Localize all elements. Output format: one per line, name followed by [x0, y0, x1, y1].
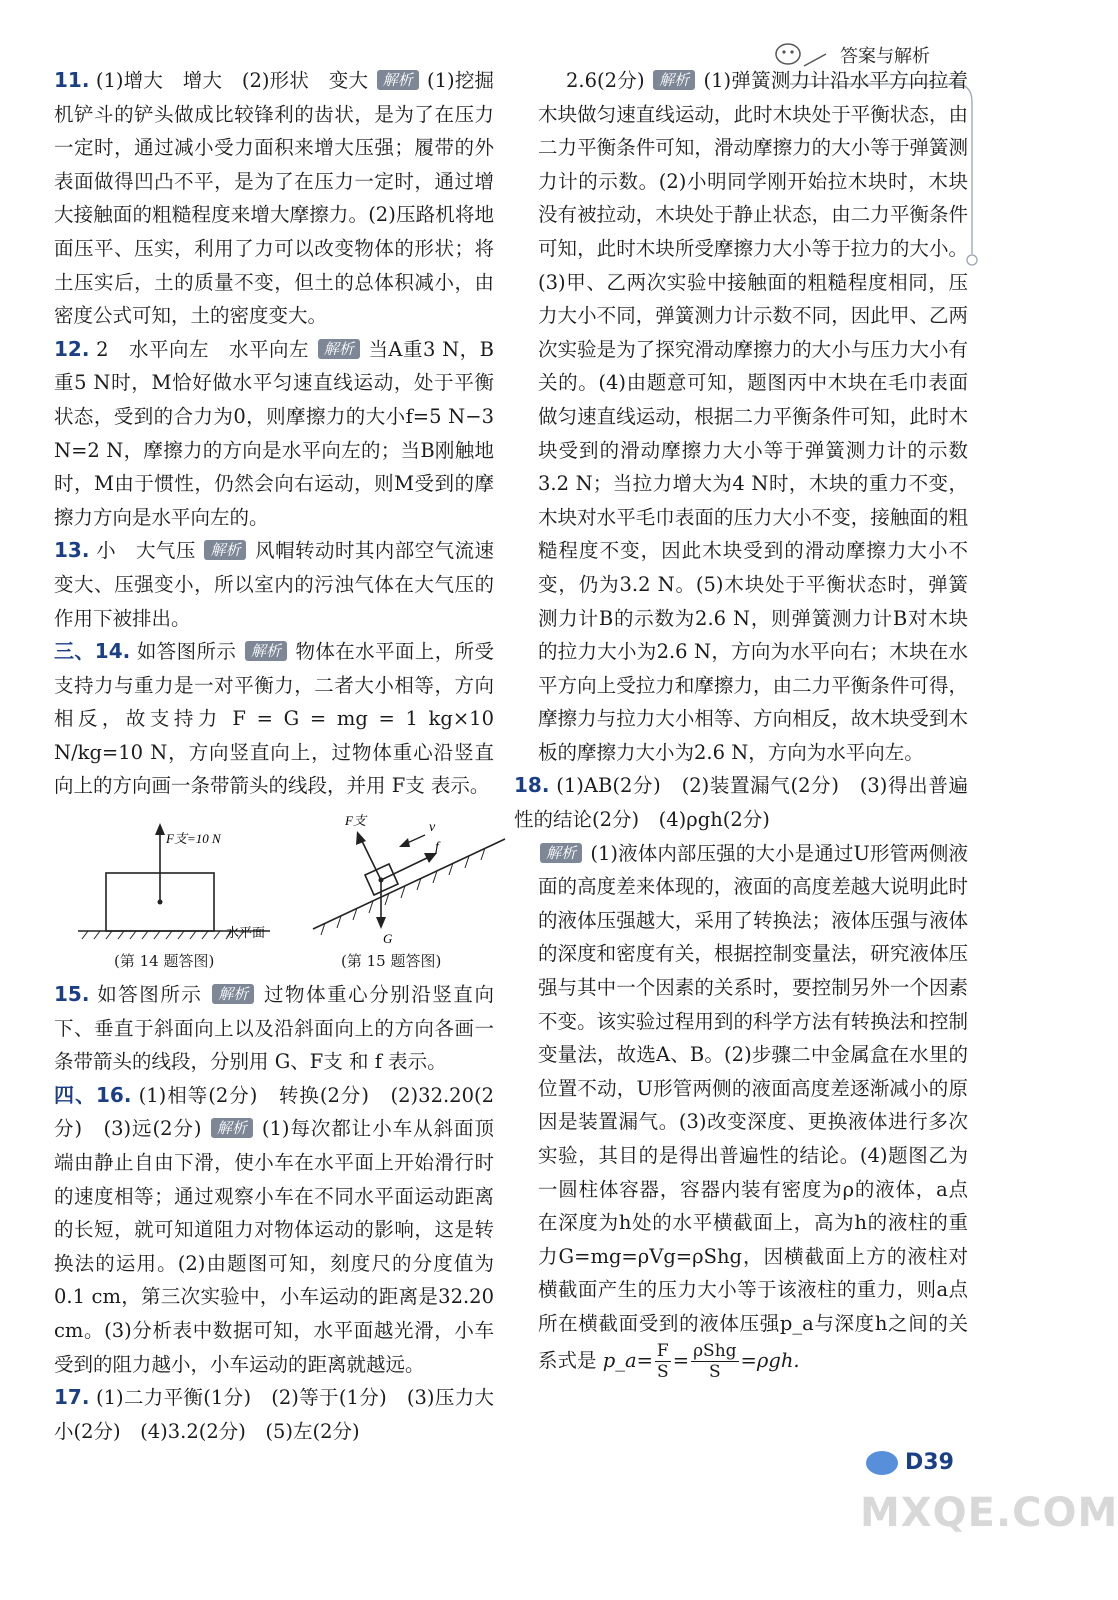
analysis-tag: 解析 — [377, 70, 419, 90]
fraction-denominator: S — [708, 1361, 721, 1382]
analysis-tag: 解析 — [318, 339, 360, 359]
answer-text: (1)AB(2分) (2)装置漏气(2分) (3)得出普遍性的结论(2分) (4)ρgh(2分) — [514, 774, 968, 832]
answer-figures — [54, 803, 494, 978]
fraction-numerator: ρShg — [693, 1340, 737, 1361]
left-column — [54, 64, 494, 1448]
fig14-force-label: F支=10 N — [166, 831, 221, 847]
analysis-tag: 解析 — [540, 843, 582, 863]
answer-15 — [54, 978, 494, 1079]
analysis-text: 过物体重心分别沿竖直向下、垂直于斜面向上以及沿斜面向上的方向各画一条带箭头的线段，分别用 G、F支 和 f 表示。 — [54, 983, 494, 1074]
figure-15 — [309, 801, 509, 951]
answer-11 — [54, 64, 494, 333]
formula-rhs: =ρgh. — [740, 1348, 800, 1372]
analysis-tag: 解析 — [212, 984, 254, 1004]
formula: p_a= $\frac{F}{S}$ = $\frac{\text{ρShg}}{S}$ =ρgh. — [602, 1340, 800, 1382]
formula-lhs: p_a= — [602, 1348, 653, 1372]
analysis-tag: 解析 — [653, 70, 695, 90]
answer-text: 2.6(2分) — [566, 69, 645, 92]
answer-18 — [514, 769, 968, 836]
answer-text: 如答图所示 — [97, 983, 203, 1007]
fig15-G-label: G — [383, 931, 393, 947]
analysis-text: (1)每次都让小车从斜面顶端由静止自由下滑，使小车在水平面上开始滑行时的速度相等；通过观察小车在不同水平面运动距离的长短，就可知道阻力对物体运动的影响，这是转换法的运用。(2)由题图可知，刻度尺的分度值为0.1 cm，第三次实验中，小车运动的距离是32.20 cm。(3)分析表中数据可知，水平面越光滑，小车受到的阻力越小，小车运动的距离就越远。 — [54, 1117, 495, 1376]
question-number: 15. — [54, 982, 90, 1007]
question-number: 16. — [96, 1082, 132, 1107]
answer-text: (1)相等(2分) 转换(2分) (2)32.20(2分) (3)远(2分) — [54, 1083, 495, 1141]
fig15-f-label: f — [435, 840, 439, 856]
answer-text: 2 水平向左 水平向左 — [96, 337, 310, 361]
analysis-text: (1)挖掘机铲斗的铲头做成比较锋利的齿状，是为了在压力一定时，通过减小受力面积来增大压强；履带的外表面做得凹凸不平，是为了在压力一定时，通过增大接触面的粗糙程度来增大摩擦力。(2)压路机将地面压平、压实，利用了力可以改变物体的形状；将土压实后，土的质量不变，但土的总体积减小，由密度公式可知，土的密度变大。 — [54, 69, 495, 328]
analysis-text: 物体在水平面上，所受支持力与重力是一对平衡力，二者大小相等，方向相反，故支持力 F = G = mg = 1 kg×10 N/kg=10 N，方向竖直向上，过物体重心沿竖直向上的方向画一条带箭头的线段，并用 F支 表示。 — [54, 640, 494, 798]
fig15-F-label: F支 — [345, 813, 366, 829]
answer-16 — [54, 1079, 494, 1381]
page-number: D39 — [905, 1450, 954, 1475]
answer-18-analysis — [538, 837, 968, 1382]
analysis-tag: 解析 — [245, 641, 287, 661]
analysis-text: (1)液体内部压强的大小是通过U形管两侧液面的高度差来体现的，液面的高度差越大说明此时的液体压强越大，采用了转换法；液体压强与液体的深度和密度有关，根据控制变量法，研究液体压强与其中一个因素的关系时，要控制另外一个因素不变。该实验过程用到的科学方法有转换法和控制变量法，故选A、B。(2)步骤二中金属盒在水里的位置不动，U形管两侧的液面高度差逐渐减小的原因是装置漏气。(3)改变深度、更换液体进行多次实验，其目的是得出普遍性的结论。(4)题图乙为一圆柱体容器，容器内装有密度为ρ的液体，a点在深度为h处的水平横截面上，高为h的液柱的重力G=mg=ρVg=ρShg，因横截面上方的液柱对横截面产生的压力大小等于该液柱的重力，则a点所在横截面受到的液体压强p_a与深度h之间的关系式是 — [538, 841, 969, 1372]
fraction-f-over-s — [655, 1341, 671, 1382]
figure-15-caption: (第 15 题答图) — [341, 952, 442, 971]
answer-text: (1)二力平衡(1分) (2)等于(1分) (3)压力大小(2分) (4)3.2(2分) (5)左(2分) — [54, 1386, 495, 1443]
question-number: 14. — [94, 639, 131, 664]
analysis-text: 风帽转动时其内部空气流速变大、压强变小，所以室内的污浊气体在大气压的作用下被排出。 — [54, 539, 495, 630]
question-number: 11. — [54, 68, 90, 92]
figure-14 — [74, 809, 294, 959]
question-number: 17. — [54, 1385, 90, 1410]
analysis-text: (1)弹簧测力计沿水平方向拉着木块做匀速直线运动，此时木块处于平衡状态，由二力平衡条件可知，滑动摩擦力的大小等于弹簧测力计的示数。(2)小明同学刚开始拉木块时，木块没有被拉动，木块处于静止状态，由二力平衡条件可知，此时木块所受摩擦力大小等于拉力的大小。(3)甲、乙两次实验中接触面的粗糙程度相同，压力大小不同，弹簧测力计示数不同，因此甲、乙两次实验是为了探究滑动摩擦力的大小与压力大小有关的。(4)由题意可知，题图丙中木块在毛巾表面做匀速直线运动，根据二力平衡条件可知，此时木块受到的滑动摩擦力大小等于弹簧测力计的示数3.2 N；当拉力增大为4 N时，木块的重力不变，木块对水平毛巾表面的压力大小不变，接触面的粗糙程度不变，因此木块受到的滑动摩擦力大小不变，仍为3.2 N。(5)木块处于平衡状态时，弹簧测力计B的示数为2.6 N，则弹簧测力计B对木块的拉力大小为2.6 N，方向为水平向右；木块在水平方向上受拉力和摩擦力，由二力平衡条件可得，摩擦力与拉力大小相等、方向相反，故木块受到木板的摩擦力大小为2.6 N，方向为水平向左。 — [538, 69, 968, 764]
answer-17-continued — [538, 64, 968, 769]
answer-text: 小 大气压 — [96, 539, 196, 563]
section-number: 三、 — [54, 639, 95, 664]
fraction-denominator: S — [656, 1361, 669, 1382]
analysis-tag: 解析 — [211, 1118, 253, 1138]
question-number: 18. — [514, 773, 550, 798]
fraction-numerator: F — [656, 1340, 669, 1361]
figure-14-caption: (第 14 题答图) — [114, 952, 215, 971]
header-title: 答案与解析 — [840, 46, 930, 67]
answer-14 — [54, 635, 494, 803]
analysis-text: 当A重3 N，B重5 N时，M恰好做水平匀速直线运动，处于平衡状态，受到的合力为0，则摩擦力的大小f=5 N−3 N=2 N，摩擦力的方向是水平向左的；当B刚触地时，M由于惯性，仍然会向右运动，则M受到的摩擦力方向是水平向左的。 — [54, 337, 494, 529]
answer-13 — [54, 534, 494, 635]
section-number: 四、 — [54, 1082, 97, 1107]
fig14-ground-label: 水平面 — [226, 925, 266, 941]
page-badge-icon — [862, 1448, 902, 1478]
analysis-tag: 解析 — [204, 540, 246, 560]
fig15-v-label: v — [429, 820, 436, 836]
answer-17 — [54, 1381, 494, 1448]
watermark: MXQE.COM — [860, 1490, 1118, 1536]
fraction-pshg-over-s — [691, 1341, 738, 1382]
question-number: 13. — [54, 538, 90, 563]
answer-12 — [54, 333, 494, 535]
right-column — [514, 64, 969, 1382]
answer-text: (1)增大 增大 (2)形状 变大 — [95, 69, 369, 92]
question-number: 12. — [54, 336, 90, 361]
answer-text: 如答图所示 — [136, 640, 237, 664]
